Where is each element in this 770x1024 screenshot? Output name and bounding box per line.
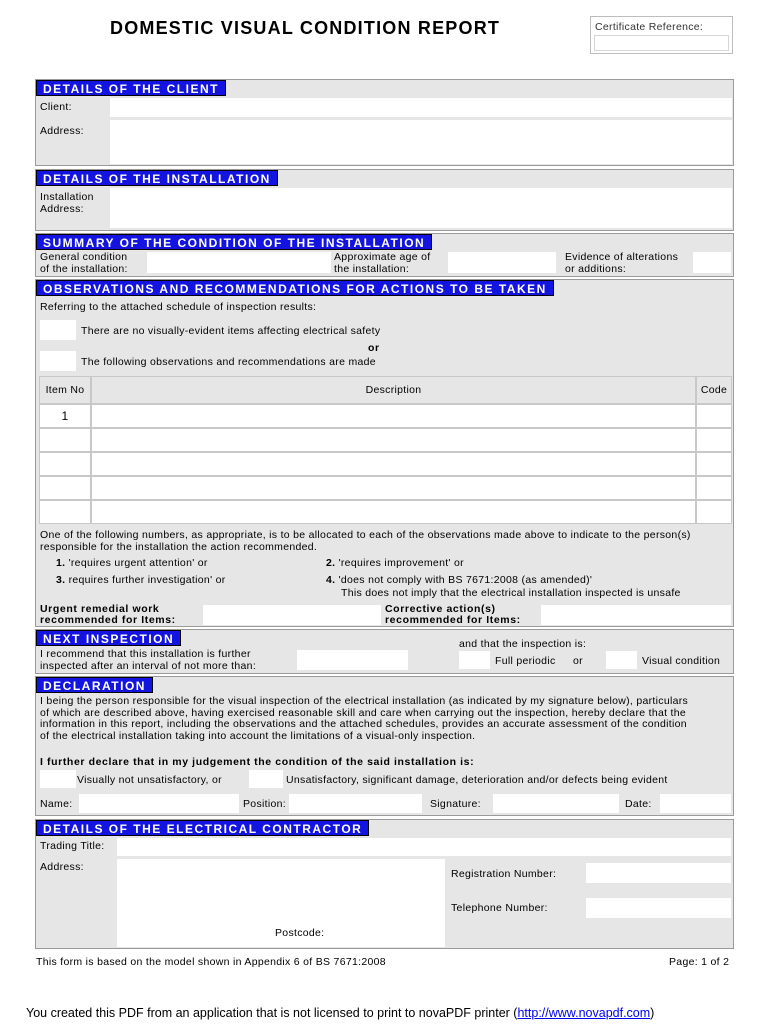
- installation-address-label-1: Installation: [40, 191, 94, 203]
- following-observations-text: The following observations and recommendations are made: [81, 356, 376, 368]
- contractor-address-input[interactable]: [117, 859, 445, 947]
- evidence-alterations-label-2: or additions:: [565, 263, 627, 275]
- declaration-line-3: information in this report, including the observations and the attached schedules, provides an accurate assessment of the condition: [40, 718, 687, 730]
- urgent-remedial-input[interactable]: [203, 605, 381, 625]
- declaration-line-4: of the electrical installation taking into account the limitations of a visual-only inspection.: [40, 730, 476, 742]
- client-address-label: Address:: [40, 125, 84, 137]
- and-that-label: and that the inspection is:: [459, 638, 587, 650]
- novapdf-notice: You created this PDF from an application that is not licensed to print to novaPDF printer (http://www.novapdf.com): [26, 1006, 655, 1020]
- declaration-line-1: I being the person responsible for the visual inspection of the electrical installation (as indicated by my signature below), particulars: [40, 695, 689, 707]
- next-inspection-section: [35, 629, 734, 674]
- signature-input[interactable]: [493, 794, 619, 813]
- visually-not-unsatisfactory-checkbox[interactable]: [40, 770, 76, 788]
- code-4-note: This does not imply that the electrical installation inspected is unsafe: [341, 587, 681, 599]
- visually-not-unsatisfactory-label: Visually not unsatisfactory, or: [77, 774, 222, 786]
- table-row-5-code[interactable]: [696, 500, 732, 524]
- table-header-code: Code: [696, 376, 732, 404]
- declaration-section-header: DECLARATION: [36, 677, 153, 693]
- contractor-section: [35, 819, 734, 949]
- table-row-1-item[interactable]: 1: [39, 404, 91, 428]
- registration-number-label: Registration Number:: [451, 868, 557, 880]
- date-label: Date:: [625, 798, 652, 810]
- code-1: 1. 'requires urgent attention' or: [56, 557, 208, 569]
- evidence-alterations-input[interactable]: [693, 252, 731, 273]
- no-items-checkbox[interactable]: [40, 320, 76, 340]
- position-label: Position:: [243, 798, 286, 810]
- code-3: 3. requires further investigation' or: [56, 574, 226, 586]
- approximate-age-label-2: the installation:: [334, 263, 410, 275]
- declaration-section: [35, 676, 734, 816]
- table-row-5-description[interactable]: [91, 500, 696, 524]
- certificate-reference-input[interactable]: [594, 35, 729, 51]
- table-row-3-code[interactable]: [696, 452, 732, 476]
- page-title: DOMESTIC VISUAL CONDITION REPORT: [110, 18, 501, 38]
- observations-section-header: OBSERVATIONS AND RECOMMENDATIONS FOR ACTIONS TO BE TAKEN: [36, 280, 554, 296]
- telephone-number-label: Telephone Number:: [451, 902, 548, 914]
- name-input[interactable]: [79, 794, 239, 813]
- table-row-2-item[interactable]: [39, 428, 91, 452]
- certificate-reference-box: [590, 16, 733, 54]
- declaration-line-2: of which are described above, having exercised reasonable skill and care when carrying out the inspection, hereby declare that the: [40, 707, 687, 719]
- client-section-header: DETAILS OF THE CLIENT: [36, 80, 226, 96]
- summary-section-header: SUMMARY OF THE CONDITION OF THE INSTALLATION: [36, 234, 432, 250]
- full-periodic-label: Full periodic: [495, 655, 556, 667]
- table-row-2-code[interactable]: [696, 428, 732, 452]
- postcode-label: Postcode:: [275, 927, 325, 939]
- signature-label: Signature:: [430, 798, 481, 810]
- table-row-2-description[interactable]: [91, 428, 696, 452]
- urgent-remedial-label-1: Urgent remedial work: [40, 603, 160, 615]
- client-input[interactable]: [110, 98, 732, 117]
- next-or-label: or: [573, 655, 583, 667]
- code-2: 2. 'requires improvement' or: [326, 557, 464, 569]
- code-note-line-1: One of the following numbers, as appropriate, is to be allocated to each of the observations made above to indicate to the person(s): [40, 529, 691, 541]
- table-row-4-item[interactable]: [39, 476, 91, 500]
- general-condition-input[interactable]: [147, 252, 331, 273]
- full-periodic-checkbox[interactable]: [459, 651, 490, 669]
- table-row-4-description[interactable]: [91, 476, 696, 500]
- installation-address-label-2: Address:: [40, 203, 84, 215]
- no-items-text: There are no visually-evident items affecting electrical safety: [81, 325, 381, 337]
- code-note-line-2: responsible for the installation the action recommended.: [40, 541, 318, 553]
- table-row-3-item[interactable]: [39, 452, 91, 476]
- table-row-5-item[interactable]: [39, 500, 91, 524]
- approximate-age-label-1: Approximate age of: [334, 251, 431, 263]
- contractor-address-label: Address:: [40, 861, 84, 873]
- general-condition-label-1: General condition: [40, 251, 128, 263]
- table-row-1-code[interactable]: [696, 404, 732, 428]
- telephone-number-input[interactable]: [586, 898, 731, 918]
- installation-section: [35, 169, 734, 231]
- contractor-section-header: DETAILS OF THE ELECTRICAL CONTRACTOR: [36, 820, 369, 836]
- code-4: 4. 'does not comply with BS 7671:2008 (as amended)': [326, 574, 593, 586]
- inspection-interval-input[interactable]: [297, 650, 408, 670]
- client-section: [35, 79, 734, 166]
- table-header-description: Description: [91, 376, 696, 404]
- urgent-remedial-label-2: recommended for Items:: [40, 614, 176, 626]
- name-label: Name:: [40, 798, 73, 810]
- date-input[interactable]: [660, 794, 731, 813]
- further-declare-text: I further declare that in my judgement the condition of the said installation is:: [40, 756, 475, 768]
- trading-title-input[interactable]: [117, 838, 731, 856]
- unsatisfactory-label: Unsatisfactory, significant damage, deterioration and/or defects being evident: [286, 774, 668, 786]
- table-row-1-description[interactable]: [91, 404, 696, 428]
- installation-address-input[interactable]: [110, 188, 732, 228]
- following-observations-checkbox[interactable]: [40, 351, 76, 371]
- table-row-3-description[interactable]: [91, 452, 696, 476]
- corrective-action-label-2: recommended for Items:: [385, 614, 521, 626]
- recommend-interval-label-2: inspected after an interval of not more than:: [40, 660, 257, 672]
- novapdf-link[interactable]: http://www.novapdf.com: [517, 1006, 651, 1020]
- position-input[interactable]: [289, 794, 422, 813]
- page-number: Page: 1 of 2: [669, 956, 730, 968]
- registration-number-input[interactable]: [586, 863, 731, 883]
- or-text: or: [368, 342, 380, 354]
- corrective-action-input[interactable]: [541, 605, 731, 625]
- visual-condition-label: Visual condition: [642, 655, 721, 667]
- table-row-4-code[interactable]: [696, 476, 732, 500]
- footer-basis-text: This form is based on the model shown in Appendix 6 of BS 7671:2008: [36, 956, 386, 968]
- next-inspection-section-header: NEXT INSPECTION: [36, 630, 181, 646]
- summary-section: [35, 233, 734, 277]
- client-label: Client:: [40, 101, 72, 113]
- unsatisfactory-checkbox[interactable]: [249, 770, 283, 788]
- trading-title-label: Trading Title:: [40, 840, 105, 852]
- installation-section-header: DETAILS OF THE INSTALLATION: [36, 170, 278, 186]
- recommend-interval-label-1: I recommend that this installation is further: [40, 648, 251, 660]
- general-condition-label-2: of the installation:: [40, 263, 128, 275]
- observations-section: [35, 279, 734, 627]
- approximate-age-input[interactable]: [448, 252, 556, 273]
- evidence-alterations-label-1: Evidence of alterations: [565, 251, 679, 263]
- corrective-action-label-1: Corrective action(s): [385, 603, 496, 615]
- visual-condition-checkbox[interactable]: [606, 651, 637, 669]
- referring-text: Referring to the attached schedule of inspection results:: [40, 301, 317, 313]
- table-header-item-no: Item No: [39, 376, 91, 404]
- client-address-input[interactable]: [110, 120, 732, 164]
- certificate-reference-label: Certificate Reference:: [595, 21, 704, 33]
